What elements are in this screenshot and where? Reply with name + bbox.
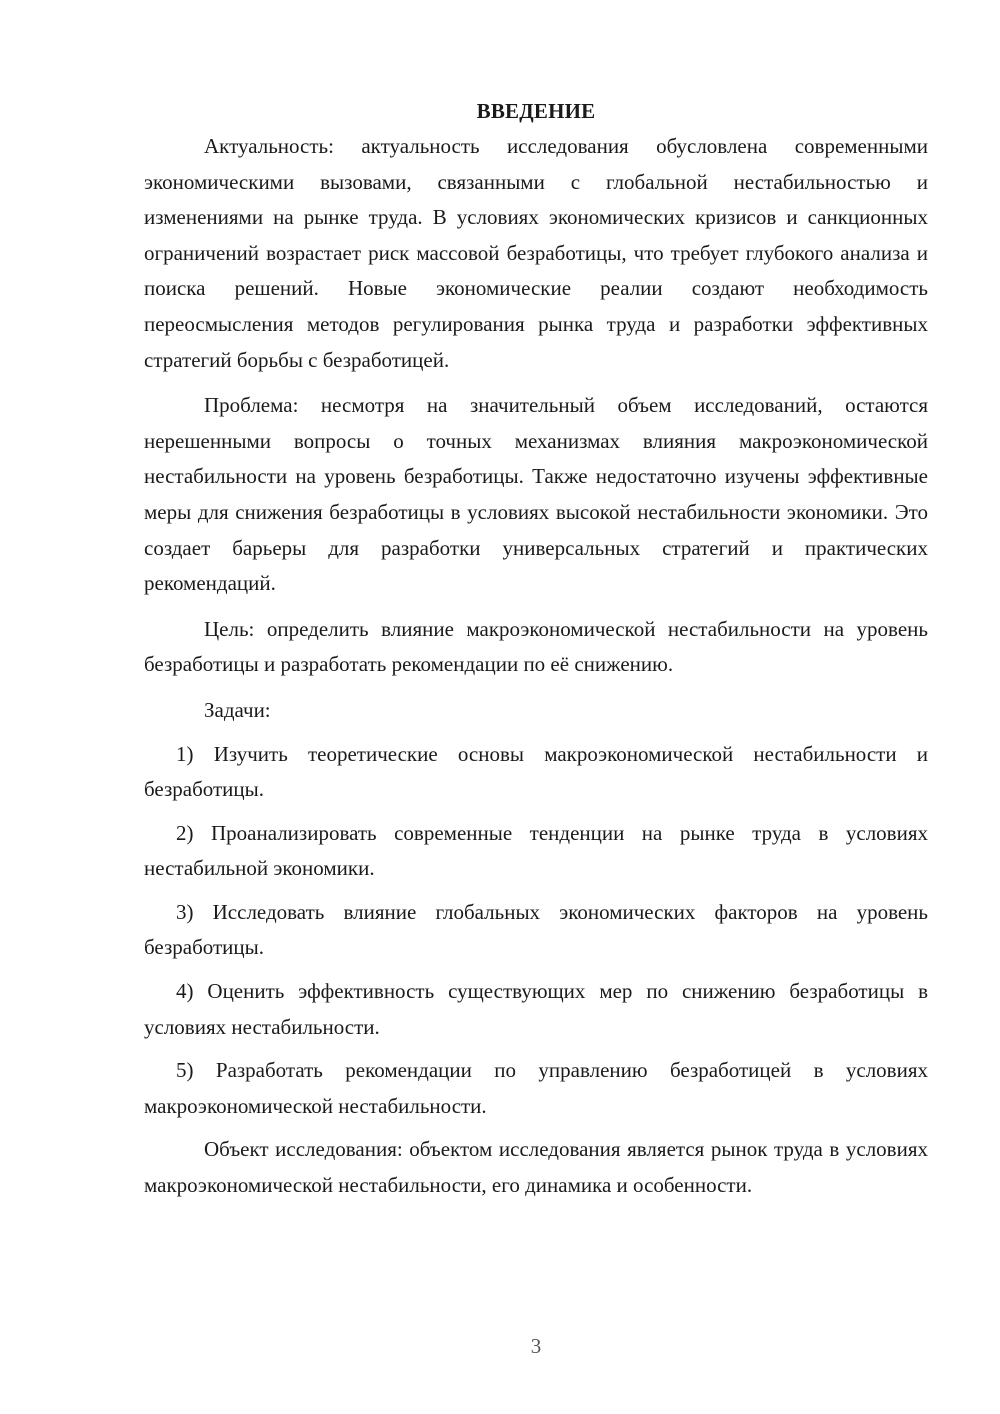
tasks-list xyxy=(144,737,928,1125)
tasks-heading: Задачи: xyxy=(204,697,271,722)
task-item-2: 2) Проанализировать современные тенденции на рынке труда в условиях нестабильной экономики. xyxy=(144,820,928,881)
task-item-3: 3) Исследовать влияние глобальных экономических факторов на уровень безработицы. xyxy=(144,899,928,960)
document-page xyxy=(144,96,928,1214)
task-item-4: 4) Оценить эффективность существующих мер по снижению безработицы в условиях нестабильности. xyxy=(144,979,928,1039)
paragraph-relevance: Актуальность: актуальность исследования обусловлена современными экономическими вызовами, связанными с глобальной нестабильностью и изменениями на рынке труда. В условиях экономических кризисов и санкционных ограничений возрастает риск массовой безработицы, что требует глубокого анализа и поиска решений. Новые экономические реалии создают необходимость переосмысления методов регулирования рынка труда и разработки эффективных стратегий борьбы с безработицей. xyxy=(144,134,928,372)
page-number: 3 xyxy=(530,1334,542,1358)
task-item-5: 5) Разработать рекомендации по управлению безработицей в условиях макроэкономической нестабильности. xyxy=(144,1058,928,1118)
page-title: ВВЕДЕНИЕ xyxy=(476,99,596,123)
paragraph-goal: Цель: определить влияние макроэкономической нестабильности на уровень безработицы и разработать рекомендации по её снижению. xyxy=(144,616,928,677)
paragraph-problem: Проблема: несмотря на значительный объем исследований, остаются нерешенными вопросы о точных механизмах влияния макроэкономической нестабильности на уровень безработицы. Также недостаточно изучены эффективные меры для снижения безработицы в условиях высокой нестабильности экономики. Это создает барьеры для разработки универсальных стратегий и практических рекомендаций. xyxy=(144,393,928,596)
paragraph-object: Объект исследования: объектом исследования является рынок труда в условиях макроэкономической нестабильности, его динамика и особенности. xyxy=(144,1137,928,1198)
task-item-1: 1) Изучить теоретические основы макроэкономической нестабильности и безработицы. xyxy=(144,741,928,802)
